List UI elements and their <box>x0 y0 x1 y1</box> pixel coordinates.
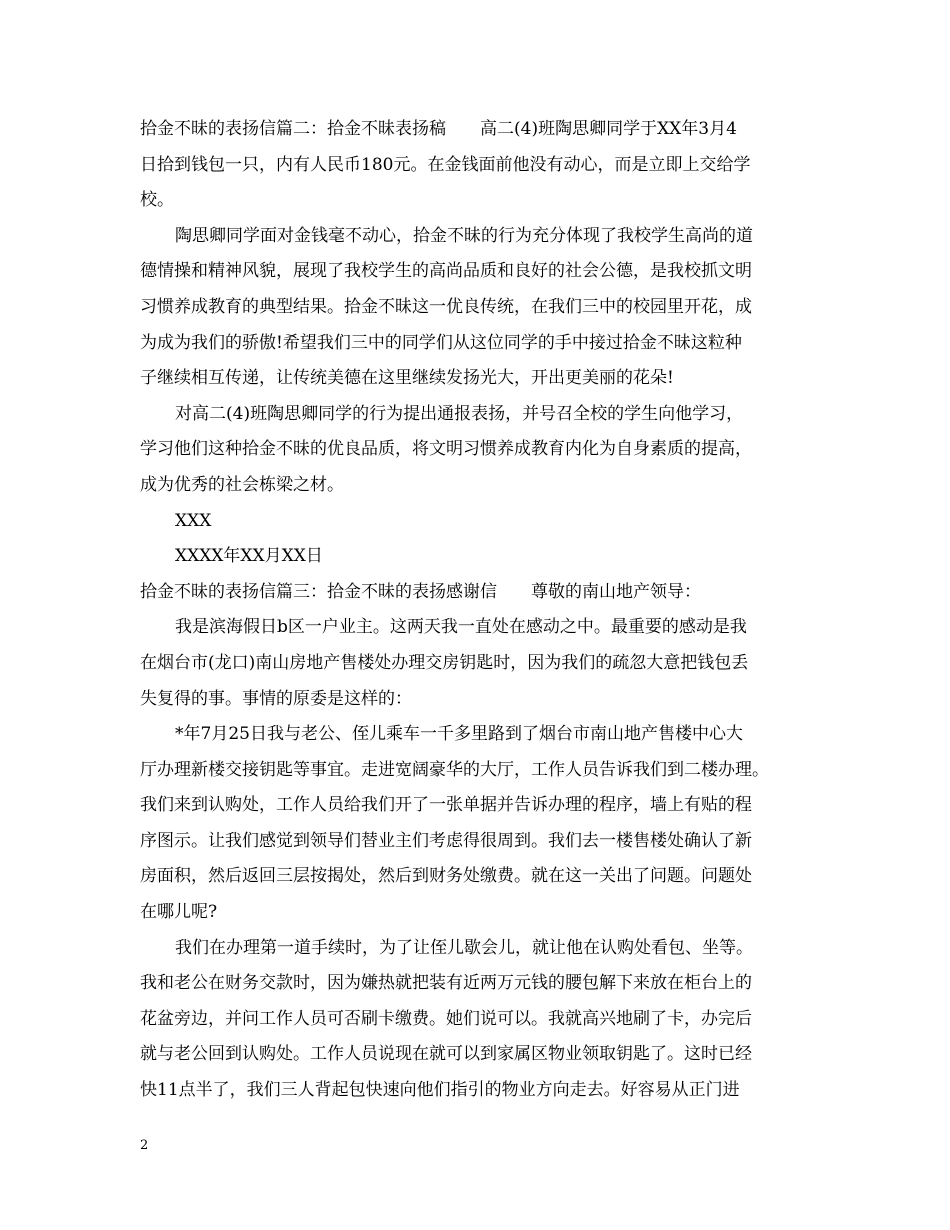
text-line: 为成为我们的骄傲!希望我们三中的同学们从这位同学的手中接过拾金不昧这粒种 <box>140 332 742 353</box>
text-line: 房面积，然后返回三层按揭处，然后到财务处缴费。就在这一关出了问题。问题处 <box>140 866 752 887</box>
text-line: 厅办理新楼交接钥匙等事宜。走进宽阔豪华的大厅，工作人员告诉我们到二楼办理。 <box>140 759 769 780</box>
text-line: 子继续相互传递，让传统美德在这里继续发扬光大，开出更美丽的花朵! <box>140 368 674 389</box>
text-line: 陶思卿同学面对金钱毫不动心，拾金不昧的行为充分体现了我校学生高尚的道 <box>175 225 753 246</box>
text-line: 日拾到钱包一只，内有人民币180元。在金钱面前他没有动心，而是立即上交给学 <box>140 154 751 175</box>
text-line: 习惯养成教育的典型结果。拾金不昧这一优良传统，在我们三中的校园里开花，成 <box>140 296 752 317</box>
text-line: 花盆旁边，并问工作人员可否刷卡缴费。她们说可以。我就高兴地刷了卡，办完后 <box>140 1008 752 1029</box>
text-line: XXXX年XX月XX日 <box>175 546 323 567</box>
text-line: 我们在办理第一道手续时，为了让侄儿歇会儿，就让他在认购处看包、坐等。 <box>175 937 753 958</box>
text-line: XXX <box>175 510 212 531</box>
text-line: 学习他们这种拾金不昧的优良品质，将文明习惯养成教育内化为自身素质的提高， <box>140 439 752 460</box>
text-line: 我和老公在财务交款时，因为嫌热就把装有近两万元钱的腰包解下来放在柜台上的 <box>140 973 752 994</box>
document-body <box>140 112 820 1109</box>
text-line: 德情操和精神风貌，展现了我校学生的高尚品质和良好的社会公德，是我校抓文明 <box>140 261 752 282</box>
text-line: 我们来到认购处，工作人员给我们开了一张单据并告诉办理的程序，墙上有贴的程 <box>140 795 752 816</box>
page-number: 2 <box>140 1138 149 1153</box>
text-line: 快11点半了，我们三人背起包快速向他们指引的物业方向走去。好容易从正门进 <box>140 1080 740 1101</box>
text-line: 校。 <box>140 190 174 211</box>
text-line: 成为优秀的社会栋梁之材。 <box>140 474 344 495</box>
text-line: 拾金不昧的表扬信篇二：拾金不昧表扬稿 高二(4)班陶思卿同学于XX年3月4 <box>140 119 737 139</box>
text-line: *年7月25日我与老公、侄儿乘车一千多里路到了烟台市南山地产售楼中心大 <box>175 724 743 745</box>
text-line: 失复得的事。事情的原委是这样的： <box>140 688 412 709</box>
text-line: 在哪儿呢? <box>140 902 218 923</box>
text-line: 序图示。让我们感觉到领导们替业主们考虑得很周到。我们去一楼售楼处确认了新 <box>140 830 752 851</box>
text-line: 拾金不昧的表扬信篇三：拾金不昧的表扬感谢信 尊敬的南山地产领导： <box>140 581 701 602</box>
text-line: 对高二(4)班陶思卿同学的行为提出通报表扬，并号召全校的学生向他学习， <box>175 403 744 424</box>
text-line: 就与老公回到认购处。工作人员说现在就可以到家属区物业领取钥匙了。这时已经 <box>140 1044 752 1065</box>
text-line: 在烟台市(龙口)南山房地产售楼处办理交房钥匙时，因为我们的疏忽大意把钱包丢 <box>140 652 749 673</box>
text-line: 我是滨海假日b区一户业主。这两天我一直处在感动之中。最重要的感动是我 <box>175 617 747 638</box>
